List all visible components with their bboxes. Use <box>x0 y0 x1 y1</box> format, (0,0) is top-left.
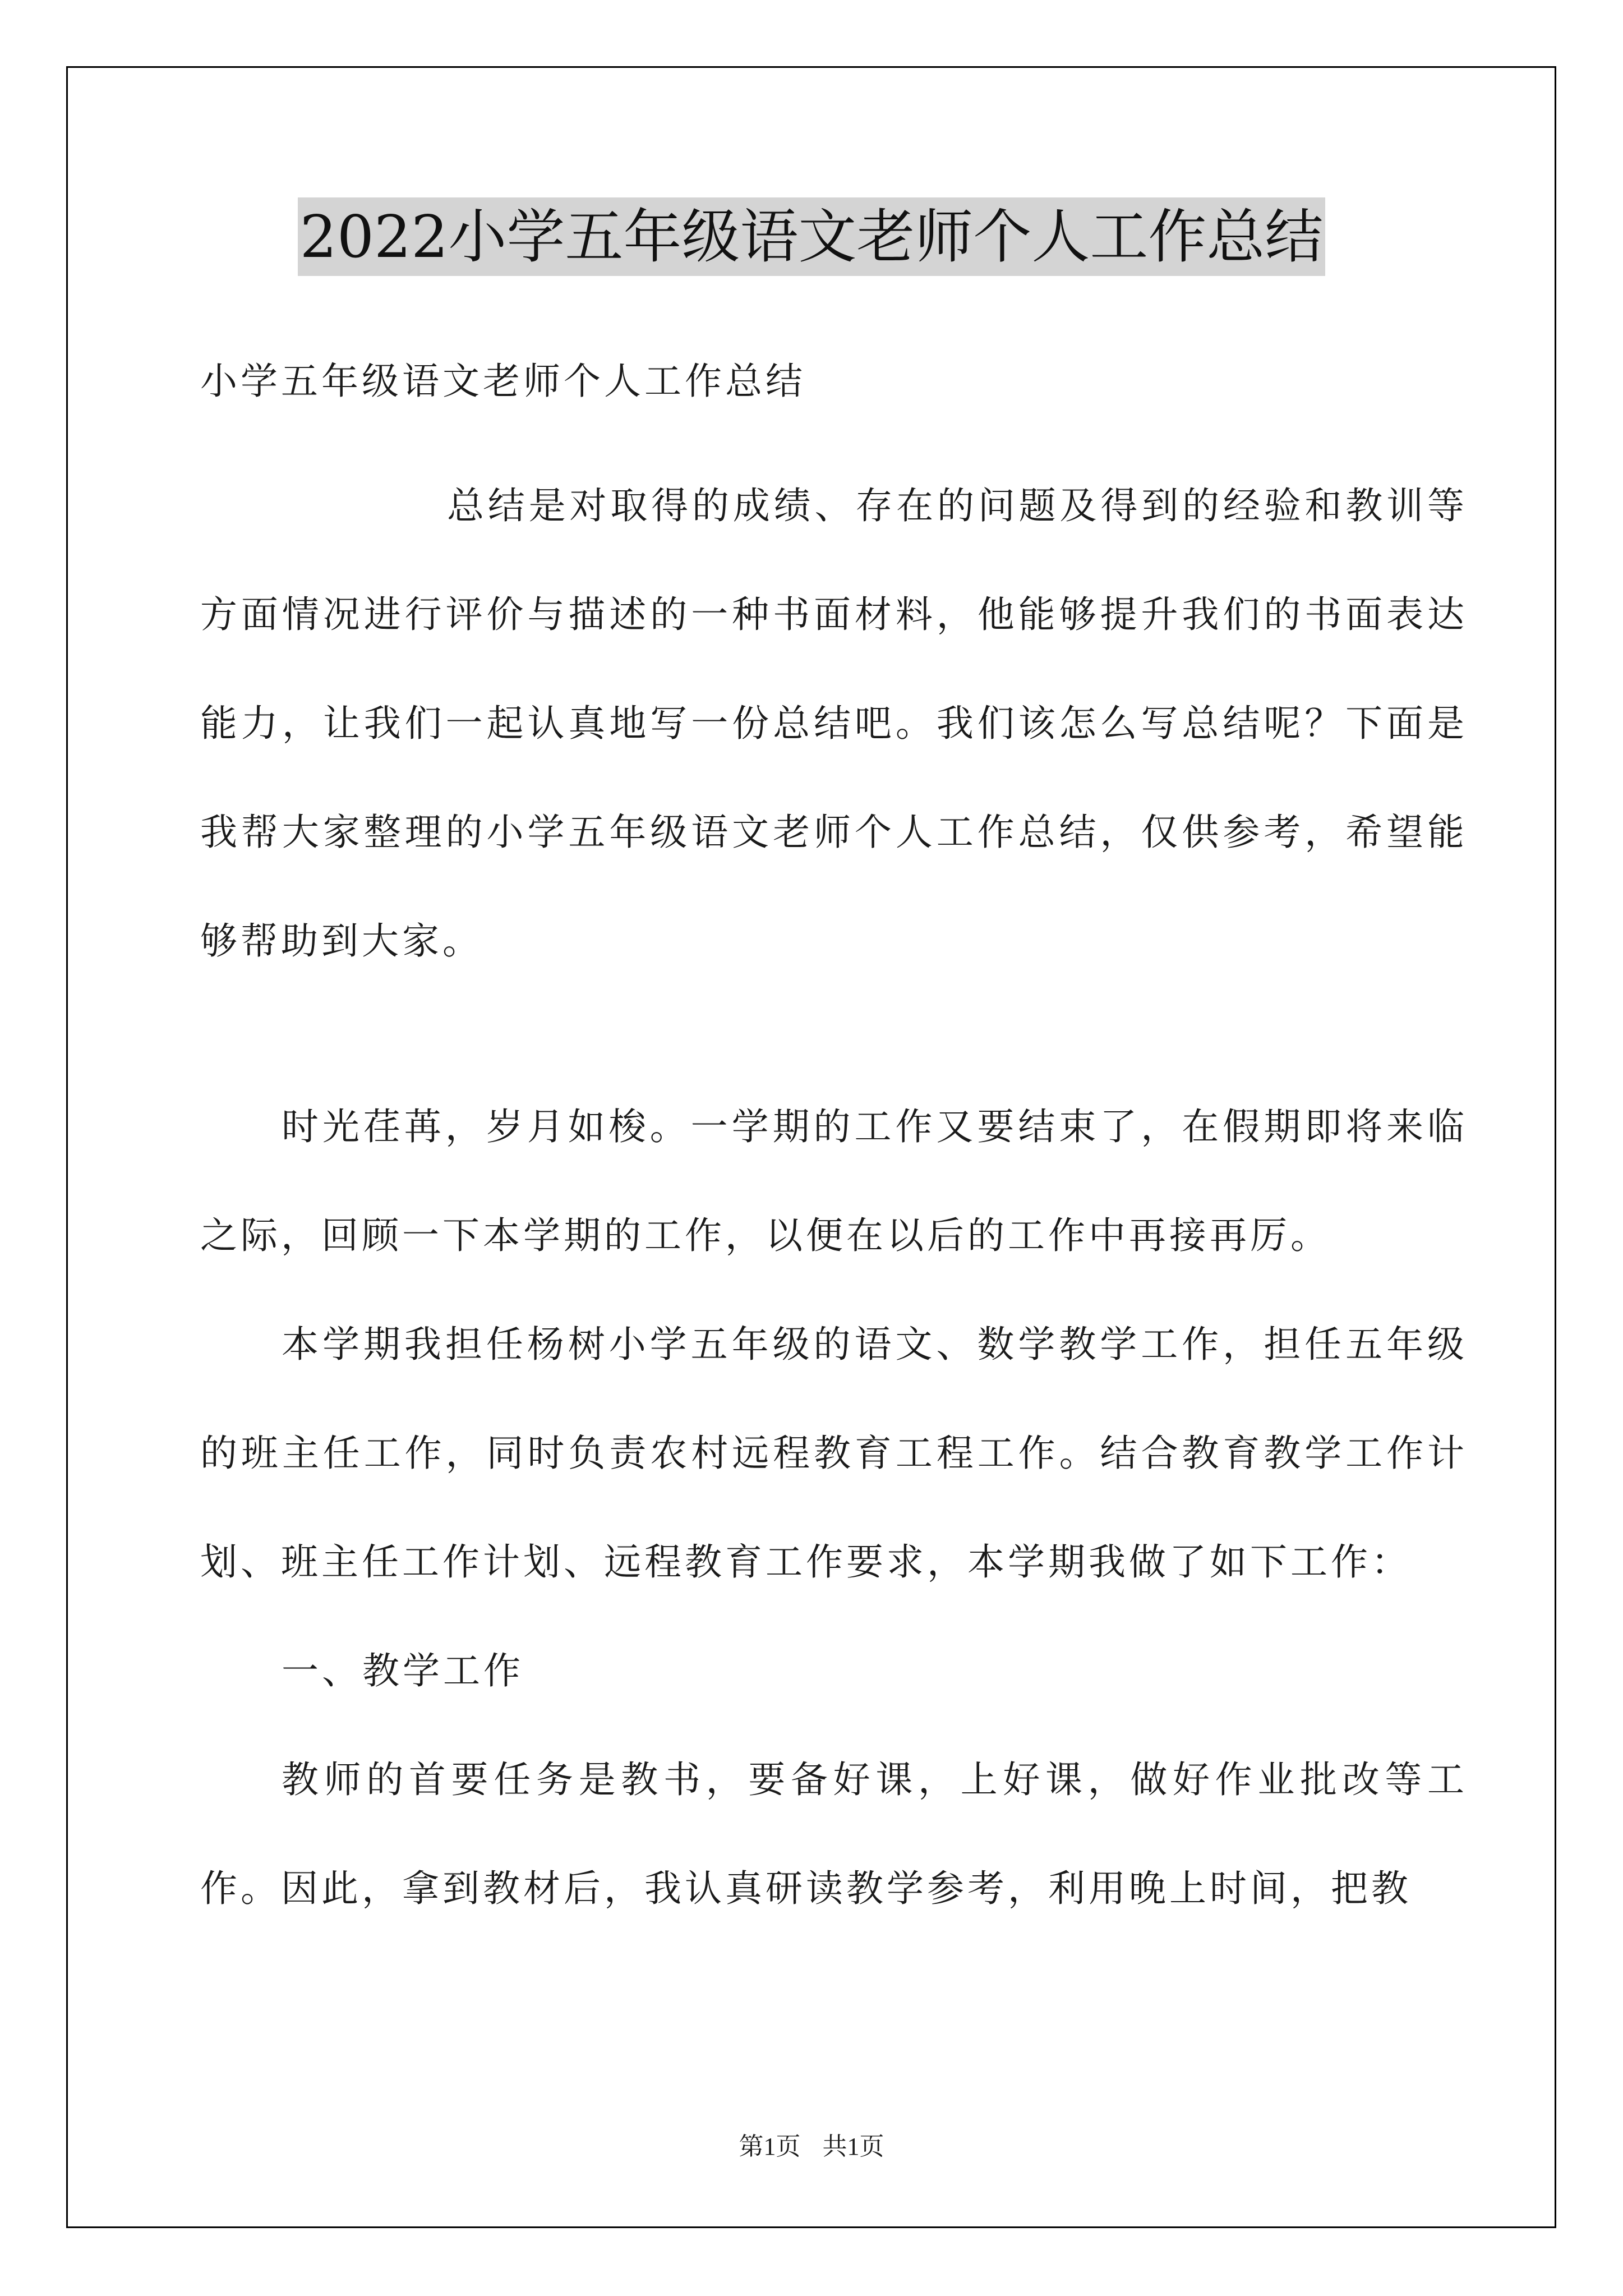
page-number-total: 共1页 <box>822 2133 884 2160</box>
main-body <box>200 1073 1468 1943</box>
body-paragraph-1: 时光荏苒，岁月如梭。一学期的工作又要结束了，在假期即将来临之际，回顾一下本学期的工作，以便在以后的工作中再接再厉。 <box>200 1105 1468 1257</box>
body-paragraph-3: 教师的首要任务是教书，要备好课，上好课，做好作业批改等工作。因此，拿到教材后，我认真研读教学参考，利用晚上时间，把教 <box>200 1758 1468 1910</box>
body-paragraph-2: 本学期我担任杨树小学五年级的语文、数学教学工作，担任五年级的班主任工作，同时负责农村远程教育工程工作。结合教育教学工作计划、班主任工作计划、远程教育工作要求，本学期我做了如下工作： <box>200 1323 1468 1584</box>
document-title: 2022小学五年级语文老师个人工作总结 <box>298 197 1326 276</box>
intro-section <box>200 452 1468 996</box>
section-heading-teaching: 一、教学工作 <box>282 1649 524 1692</box>
page-number-current: 第1页 <box>739 2133 801 2160</box>
document-subtitle: 小学五年级语文老师个人工作总结 <box>200 360 806 403</box>
page-footer <box>0 2126 1623 2162</box>
title-container <box>0 197 1623 276</box>
intro-paragraph: 总结是对取得的成绩、存在的问题及得到的经验和教训等方面情况进行评价与描述的一种书面材料，他能够提升我们的书面表达能力，让我们一起认真地写一份总结吧。我们该怎么写总结呢？下面是我帮大家整理的小学五年级语文老师个人工作总结，仅供参考，希望能够帮助到大家。 <box>200 484 1468 963</box>
